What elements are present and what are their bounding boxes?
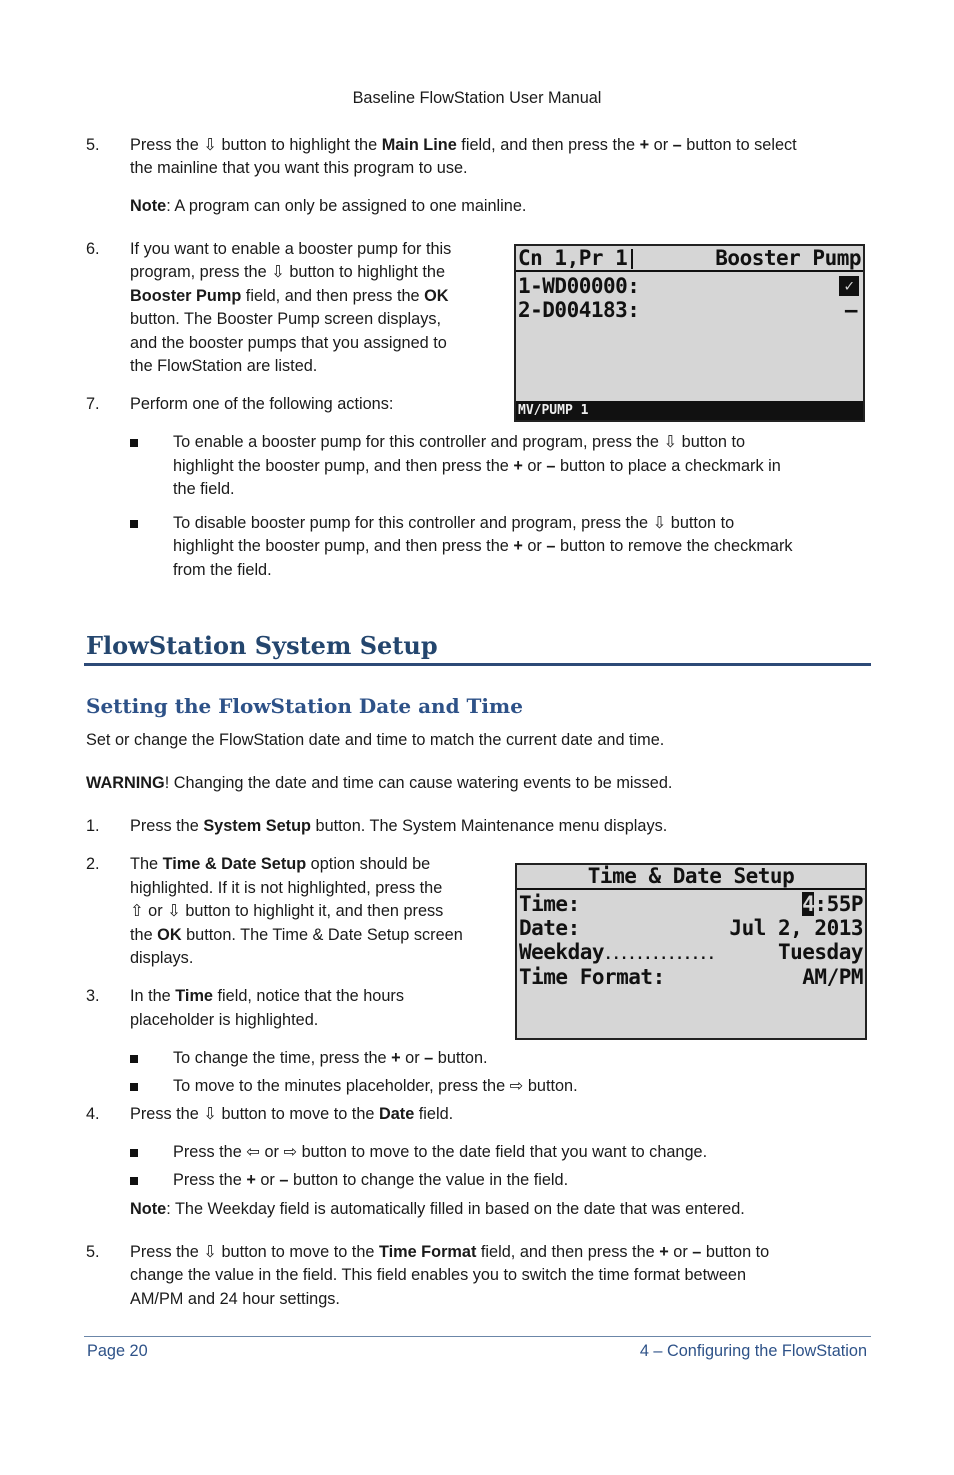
bullet xyxy=(130,1149,138,1157)
note: Note: A program can only be assigned to one mainline. xyxy=(130,197,527,215)
lcd-row-weekday: Weekday.............. Tuesday xyxy=(519,940,863,964)
page-number: Page 20 xyxy=(87,1342,148,1360)
note: Note: The Weekday field is automatically filled in based on the date that was entered. xyxy=(130,1200,745,1218)
step-text-line: program, press the ⇩ button to highlight the xyxy=(130,263,446,281)
bullet-text-line: Press the ⇦ or ⇨ button to move to the date field that you want to change. xyxy=(173,1143,708,1161)
step-text-line: button. The Booster Pump screen displays, xyxy=(130,310,442,328)
step-text-line: Press the ⇩ button to move to the Date field. xyxy=(130,1105,454,1123)
footer-rule xyxy=(84,1336,871,1337)
step-text-line: Perform one of the following actions: xyxy=(130,395,394,413)
step-text-line: placeholder is highlighted. xyxy=(130,1011,319,1029)
step-text-line: the FlowStation are listed. xyxy=(130,357,318,375)
step-text-line: ⇧ or ⇩ button to highlight it, and then press xyxy=(130,902,444,920)
step-text-line: change the value in the field. This field enables you to switch the time format between xyxy=(130,1266,747,1284)
lcd-row-time: Time: 4:55P xyxy=(519,892,863,916)
bullet-text-line: the field. xyxy=(173,480,235,498)
lcd-row-format: Time Format: AM/PM xyxy=(519,965,863,989)
lcd-row: 2-D004183: – xyxy=(518,298,857,322)
heading-rule xyxy=(84,663,871,666)
lcd-title: Time & Date Setup xyxy=(587,864,795,888)
subsection-heading: Setting the FlowStation Date and Time xyxy=(86,694,523,718)
bullet xyxy=(130,439,138,447)
lcd-row: Cn 1,Pr 1 Booster Pump xyxy=(518,246,861,270)
chapter-title: 4 – Configuring the FlowStation xyxy=(639,1342,867,1360)
step-number: 3. xyxy=(86,987,100,1005)
bullet-text-line: Press the + or – button to change the value in the field. xyxy=(173,1171,569,1189)
bullet-text-line: highlight the booster pump, and then press the + or – button to remove the checkmark xyxy=(173,537,793,555)
step-text-line: If you want to enable a booster pump for this xyxy=(130,240,452,258)
step-text-line: AM/PM and 24 hour settings. xyxy=(130,1290,340,1308)
step-text-line: highlighted. If it is not highlighted, press the xyxy=(130,879,443,897)
unchecked-mark: – xyxy=(844,298,857,322)
step-text-line: the OK button. The Time & Date Setup screen xyxy=(130,926,463,944)
step-text-line: Press the ⇩ button to move to the Time Format field, and then press the + or – button to xyxy=(130,1243,770,1261)
step-text: Press the ⇩ button to highlight the Main Line field, and then press the + or – button to select xyxy=(130,136,797,154)
checkmark-icon: ✓ xyxy=(839,276,859,296)
intro-text: Set or change the FlowStation date and time to match the current date and time. xyxy=(86,731,665,749)
lcd-status-bar: MV/PUMP 1 xyxy=(516,401,863,420)
step-text-line: and the booster pumps that you assigned to xyxy=(130,334,447,352)
lcd-row-date: Date: Jul 2, 2013 xyxy=(519,916,863,940)
hours-placeholder: 4 xyxy=(802,892,815,916)
bullet xyxy=(130,1083,138,1091)
section-heading: FlowStation System Setup xyxy=(86,631,438,660)
step-number: 7. xyxy=(86,395,100,413)
step-number: 4. xyxy=(86,1105,100,1123)
step-number: 5. xyxy=(86,1243,100,1261)
booster-pump-screen xyxy=(514,244,865,422)
bullet xyxy=(130,1177,138,1185)
step-text-line: Press the System Setup button. The System Maintenance menu displays. xyxy=(130,817,668,835)
bullet xyxy=(130,520,138,528)
step-text-line: Booster Pump field, and then press the OK xyxy=(130,287,449,305)
running-header: Baseline FlowStation User Manual xyxy=(352,89,602,107)
step-text-line: the mainline that you want this program to use. xyxy=(130,159,468,177)
bullet-text-line: To enable a booster pump for this controller and program, press the ⇩ button to xyxy=(173,433,746,451)
bullet-text-line: To move to the minutes placeholder, press the ⇨ button. xyxy=(173,1077,578,1095)
time-date-setup-screen xyxy=(515,863,867,1040)
bullet xyxy=(130,1055,138,1063)
step-text-line: In the Time field, notice that the hours xyxy=(130,987,404,1005)
step-number: 2. xyxy=(86,855,100,873)
bullet-text-line: To change the time, press the + or – button. xyxy=(173,1049,488,1067)
step-text-line: displays. xyxy=(130,949,194,967)
step-number: 5. xyxy=(86,136,100,154)
step-number: 6. xyxy=(86,240,100,258)
lcd-row: 1-WD00000: ✓ xyxy=(518,274,861,298)
step-text-line: The Time & Date Setup option should be xyxy=(130,855,431,873)
step-number: 1. xyxy=(86,817,100,835)
bullet-text-line: highlight the booster pump, and then press the + or – button to place a checkmark in xyxy=(173,457,781,475)
bullet-text-line: To disable booster pump for this controller and program, press the ⇩ button to xyxy=(173,514,735,532)
warning: WARNING! Changing the date and time can cause watering events to be missed. xyxy=(86,774,673,792)
bullet-text-line: from the field. xyxy=(173,561,272,579)
